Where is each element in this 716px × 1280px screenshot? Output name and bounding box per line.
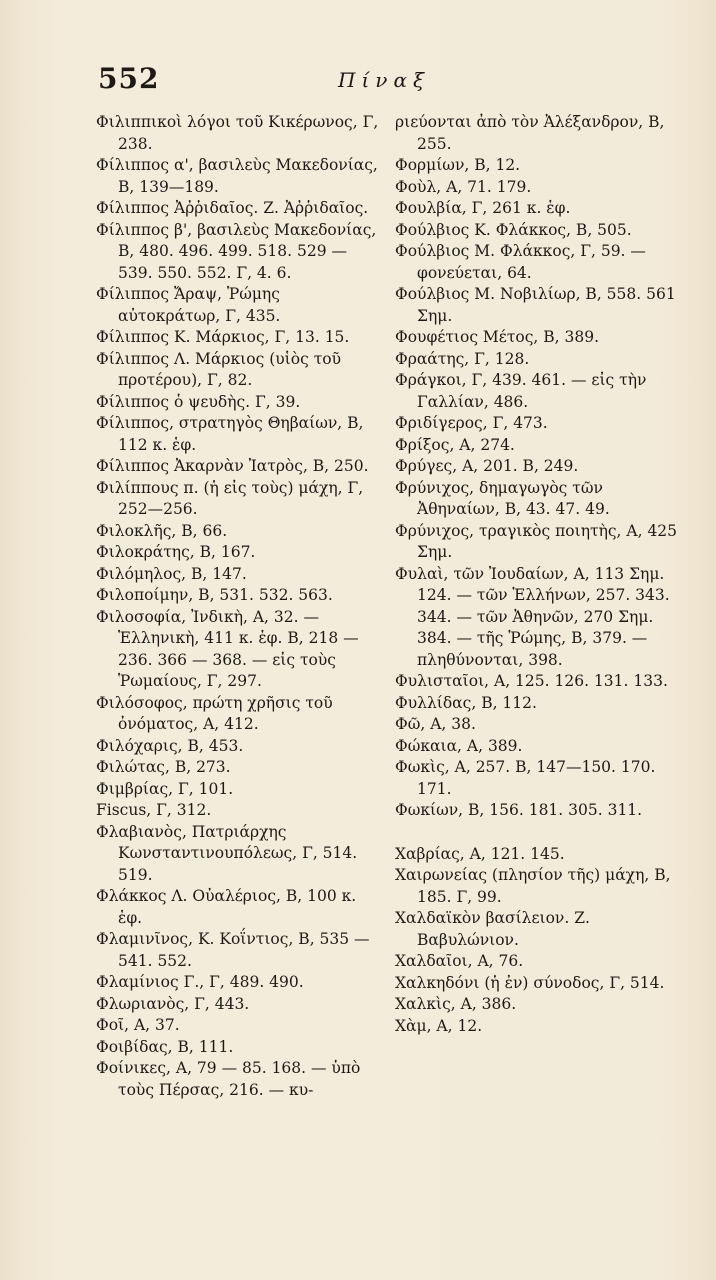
index-entry: Φριδίγερος, Γ, 473. xyxy=(395,414,548,432)
index-entry: Φλάκκος Λ. Οὐαλέριος, Β, 100 κ. ἑφ. xyxy=(96,887,362,927)
index-entry: Χαιρωνείας (πλησίον τῆς) μάχη, Β, 185. Γ, 99. xyxy=(395,866,676,906)
index-entry: Φλαμινῖνος, Κ. Κοΐντιος, Β, 535 — 541. 552. xyxy=(96,930,375,970)
index-entry: Φρύνιχος, τραγικὸς ποιητὴς, Α, 425 Σημ. xyxy=(395,521,682,561)
index-entry: Φιλώτας, Β, 273. xyxy=(96,758,231,776)
index-entry: Φίλιππος Ἀκαρνὰν Ἰατρὸς, Β, 250. xyxy=(96,457,369,475)
section-gap xyxy=(395,822,680,844)
index-entry: Φιλοσοφία, Ἰνδικὴ, Α, 32. — Ἑλληνικὴ, 411 κ. ἑφ. Β, 218 — 236. 366 — 368. — εἰς τοὺς Ῥωμαίους, Γ, 297. xyxy=(96,607,364,690)
index-entry: Φυλλίδας, Β, 112. xyxy=(395,693,537,712)
index-entry: Φιμβρίας, Γ, 101. xyxy=(96,779,234,798)
index-entry: Φλωριανὸς, Γ, 443. xyxy=(96,994,250,1013)
index-entry: Χὰμ, Α, 12. xyxy=(395,1016,483,1035)
index-entry: Φίλιππος Κ. Μάρκιος, Γ, 13. 15. xyxy=(96,328,350,346)
index-entry: Φοιβίδας, Β, 111. xyxy=(96,1037,234,1056)
index-entry: Φίλιππος Λ. Μάρκιος (υἱὸς τοῦ προτέρου), Γ, 82. xyxy=(96,349,346,389)
index-entry: Φρίξος, Α, 274. xyxy=(395,435,515,454)
index-entry: Φλαμίνιος Γ., Γ, 489. 490. xyxy=(96,973,304,991)
index-entry: Φυλισταῖοι, Α, 125. 126. 131. 133. xyxy=(395,672,668,690)
index-entry: Χαβρίας, Α, 121. 145. xyxy=(395,844,565,863)
index-entry: Φίλιππος, στρατηγὸς Θηβαίων, Β, 112 κ. ἑφ. xyxy=(96,414,369,454)
running-title: Πίναξ xyxy=(338,68,430,92)
index-entry: Φιλοκράτης, Β, 167. xyxy=(96,543,256,561)
index-entry: Φίλιππος β', βασιλεὺς Μακεδονίας, Β, 480. 496. 499. 518. 529 — 539. 550. 552. Γ, 4. 6. xyxy=(96,220,382,282)
index-entry: Φλαβιανὸς, Πατριάρχης Κωνσταντινουπόλεως, Γ, 514. 519. xyxy=(96,822,363,884)
index-entry: Φουφέτιος Μέτος, Β, 389. xyxy=(395,328,600,346)
index-entry: Φιλοποίμην, Β, 531. 532. 563. xyxy=(96,586,333,604)
index-entry: Φρύνιχος, δημαγωγὸς τῶν Ἀθηναίων, Β, 43. 47. 49. xyxy=(395,478,610,518)
index-entry: Φούλβιος Κ. Φλάκκος, Β, 505. xyxy=(395,220,632,239)
index-entry: Φοὺλ, Α, 71. 179. xyxy=(395,177,532,196)
index-entry: Φραάτης, Γ, 128. xyxy=(395,349,530,368)
index-entry: Φιλιππικοὶ λόγοι τοῦ Κικέρωνος, Γ, 238. xyxy=(96,113,384,153)
index-entry: Χαλδαῖοι, Α, 76. xyxy=(395,952,524,970)
index-entry: Φουλβία, Γ, 261 κ. ἑφ. xyxy=(395,199,571,217)
index-entry: Φίλιππος Ἀῤῥιδαῖος. Ζ. Ἀῤῥιδαῖος. xyxy=(96,199,369,217)
index-entry: Φράγκοι, Γ, 439. 461. — εἰς τὴν Γαλλίαν, 486. xyxy=(395,371,652,411)
index-entry: ριεύονται ἀπὸ τὸν Ἀλέξανδρον, Β, 255. xyxy=(395,113,670,153)
index-entry: Χαλκὶς, Α, 386. xyxy=(395,995,517,1013)
index-entry: Φωκὶς, Α, 257. Β, 147—150. 170. 171. xyxy=(395,758,661,798)
page-header xyxy=(98,62,656,102)
index-entry: Φίλιππος α', βασιλεὺς Μακεδονίας, Β, 139—189. xyxy=(96,156,383,196)
index-entry: Φούλβιος Μ. Φλάκκος, Γ, 59. — φονεύεται, 64. xyxy=(395,242,651,282)
index-entry: Φιλόχαρις, Β, 453. xyxy=(96,736,244,755)
index-entry: Φρύγες, Α, 201. Β, 249. xyxy=(395,457,579,475)
index-entry: Φίλιππος Ἄραψ, Ῥώμης αὐτοκράτωρ, Γ, 435. xyxy=(96,285,285,325)
index-entry: Φοῖ, Α, 37. xyxy=(96,1016,180,1034)
index-entry: Fiscus, Γ, 312. xyxy=(96,801,212,819)
index-column-right xyxy=(395,112,680,1037)
index-entry: Φῶ, Α, 38. xyxy=(395,715,476,733)
index-entry: Φώκαια, Α, 389. xyxy=(395,736,523,755)
index-entry: Χαλδαϊκὸν βασίλειον. Ζ. Βαβυλώνιον. xyxy=(395,909,595,949)
index-entry: Χαλκηδόνι (ἡ ἐν) σύνοδος, Γ, 514. xyxy=(395,973,665,992)
index-entry: Φιλοκλῆς, Β, 66. xyxy=(96,521,228,540)
index-entry: Φορμίων, Β, 12. xyxy=(395,156,521,174)
index-entry: Φούλβιος Μ. Νοβιλίωρ, Β, 558. 561 Σημ. xyxy=(395,285,681,325)
index-entry: Φιλόμηλος, Β, 147. xyxy=(96,564,247,583)
index-entry: Φιλίππους π. (ἡ εἰς τοὺς) μάχη, Γ, 252—256. xyxy=(96,478,369,518)
index-entry: Φίλιππος ὁ ψευδὴς. Γ, 39. xyxy=(96,392,301,411)
index-column-left xyxy=(96,112,384,1101)
index-entry: Φυλαὶ, τῶν Ἰουδαίων, Α, 113 Σημ. 124. — τῶν Ἑλλήνων, 257. 343. 344. — τῶν Ἀθηνῶν, 270 Σημ. 384. — τῆς Ῥώμης, Β, 379. — πληθύνονται, 398. xyxy=(395,564,675,669)
index-entry: Φωκίων, Β, 156. 181. 305. 311. xyxy=(395,801,643,819)
index-entry: Φιλόσοφος, πρώτη χρῆσις τοῦ ὀνόματος, Α, 412. xyxy=(96,693,338,733)
page-number: 552 xyxy=(98,62,160,95)
index-entry: Φοίνικες, Α, 79 — 85. 168. — ὑπὸ τοὺς Πέρσας, 216. — κυ- xyxy=(96,1059,366,1099)
